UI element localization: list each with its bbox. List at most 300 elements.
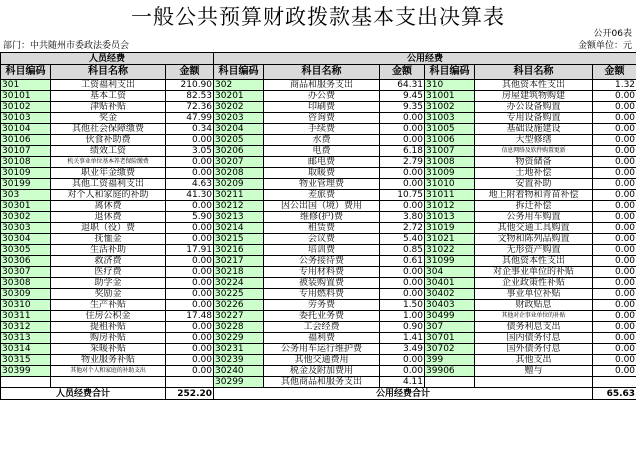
table-row — [1, 311, 636, 322]
row-amount: 0.00 — [593, 256, 636, 267]
row-code: 30309 — [1, 289, 51, 300]
row-name: 住房公积金 — [51, 311, 166, 322]
section-public: 公用经费 — [214, 53, 636, 65]
row-name: 培训费 — [264, 245, 380, 256]
row-amount: 0.00 — [380, 355, 425, 366]
row-code: 30301 — [1, 201, 51, 212]
row-amount: 0.00 — [380, 289, 425, 300]
row-amount: 0.00 — [380, 135, 425, 146]
row-name: 劳务费 — [264, 300, 380, 311]
row-amount: 0.00 — [380, 366, 425, 377]
row-amount: 0.00 — [593, 344, 636, 355]
row-amount: 0.00 — [593, 135, 636, 146]
row-name: 其他商品和服务支出 — [264, 377, 380, 388]
table-row — [1, 124, 636, 135]
row-amount: 0.00 — [593, 102, 636, 113]
table-row — [1, 168, 636, 179]
row-amount: 0.00 — [380, 124, 425, 135]
row-amount: 1.32 — [593, 80, 636, 91]
row-name: 国内债务付息 — [475, 333, 593, 344]
row-name: 伙食补助费 — [51, 135, 166, 146]
row-name: 差旅费 — [264, 190, 380, 201]
row-amount: 2.72 — [380, 223, 425, 234]
row-amount: 0.00 — [593, 245, 636, 256]
row-name: 国外债务付息 — [475, 344, 593, 355]
row-code: 30314 — [1, 344, 51, 355]
row-amount: 0.00 — [380, 113, 425, 124]
row-code: 31013 — [425, 212, 475, 223]
row-amount: 6.18 — [380, 146, 425, 157]
row-code: 30303 — [1, 223, 51, 234]
table-row — [1, 245, 636, 256]
row-name: 其他工资福利支出 — [51, 179, 166, 190]
row-code: 30106 — [1, 135, 51, 146]
table-row — [1, 256, 636, 267]
row-amount: 0.00 — [593, 124, 636, 135]
row-name: 专用材料费 — [264, 267, 380, 278]
row-amount: 0.00 — [593, 300, 636, 311]
row-name: 房屋建筑物购建 — [475, 91, 593, 102]
row-amount: 0.00 — [166, 300, 214, 311]
table-row — [1, 300, 636, 311]
row-amount: 10.75 — [380, 190, 425, 201]
row-amount: 0.00 — [166, 135, 214, 146]
row-code: 30109 — [1, 168, 51, 179]
table-row — [1, 146, 636, 157]
row-name: 印刷费 — [264, 102, 380, 113]
row-code: 31002 — [425, 102, 475, 113]
row-amount: 0.00 — [593, 190, 636, 201]
row-code: 30399 — [1, 366, 51, 377]
table-row — [1, 344, 636, 355]
row-code: 307 — [425, 322, 475, 333]
row-code: 30108 — [1, 157, 51, 168]
row-name: 奖金 — [51, 113, 166, 124]
row-code: 30310 — [1, 300, 51, 311]
section-personnel: 人员经费 — [1, 53, 214, 65]
row-amount: 0.34 — [166, 124, 214, 135]
column-header-row — [1, 65, 636, 80]
row-name: 文物和陈列品购置 — [475, 234, 593, 245]
row-code: 30239 — [214, 355, 264, 366]
row-amount: 0.00 — [593, 267, 636, 278]
row-code: 30227 — [214, 311, 264, 322]
row-code: 30215 — [214, 234, 264, 245]
row-name: 咨询费 — [264, 113, 380, 124]
row-amount: 0.00 — [593, 234, 636, 245]
row-code: 30107 — [1, 146, 51, 157]
row-code: 30207 — [214, 157, 264, 168]
col-header-code: 科目编码 — [425, 65, 475, 80]
row-name: 专用燃料费 — [264, 289, 380, 300]
row-code: 31009 — [425, 168, 475, 179]
row-name: 基础设施建设 — [475, 124, 593, 135]
row-name: 安置补助 — [475, 179, 593, 190]
row-name: 离休费 — [51, 201, 166, 212]
row-name: 取暖费 — [264, 168, 380, 179]
row-name: 维修(护)费 — [264, 212, 380, 223]
row-amount: 0.00 — [380, 278, 425, 289]
totals-row — [1, 388, 636, 400]
row-amount: 0.00 — [593, 212, 636, 223]
row-amount: 9.45 — [380, 91, 425, 102]
row-code: 30226 — [214, 300, 264, 311]
row-name: 购房补贴 — [51, 333, 166, 344]
row-code: 31007 — [425, 146, 475, 157]
row-code: 30224 — [214, 278, 264, 289]
row-code: 30104 — [1, 124, 51, 135]
row-amount: 0.00 — [166, 267, 214, 278]
row-code: 30308 — [1, 278, 51, 289]
table-row — [1, 267, 636, 278]
row-amount: 0.00 — [593, 146, 636, 157]
col-header-name: 科目名称 — [51, 65, 166, 80]
row-code: 31010 — [425, 179, 475, 190]
col-header-code: 科目编码 — [214, 65, 264, 80]
row-name: 其他对个人和家庭的补助支出 — [51, 366, 166, 377]
row-amount: 0.00 — [380, 201, 425, 212]
row-code: 31011 — [425, 190, 475, 201]
row-code: 30102 — [1, 102, 51, 113]
row-amount: 0.00 — [166, 256, 214, 267]
public-total-label: 公用经费合计 — [214, 388, 593, 400]
row-code: 30212 — [214, 201, 264, 212]
row-name: 信息网络及软件购置更新 — [475, 146, 593, 157]
row-code: 31006 — [425, 135, 475, 146]
row-amount — [166, 377, 214, 388]
row-name: 办公设备购置 — [475, 102, 593, 113]
row-name: 公务接待费 — [264, 256, 380, 267]
row-amount: 0.00 — [593, 333, 636, 344]
row-code: 30302 — [1, 212, 51, 223]
row-name: 土地补偿 — [475, 168, 593, 179]
col-header-amount: 金额 — [166, 65, 214, 80]
row-name: 奖励金 — [51, 289, 166, 300]
row-name: 债务利息支出 — [475, 322, 593, 333]
row-code: 31021 — [425, 234, 475, 245]
row-code: 31022 — [425, 245, 475, 256]
table-row — [1, 377, 636, 388]
row-name: 津贴补贴 — [51, 102, 166, 113]
row-amount: 1.00 — [380, 311, 425, 322]
row-name: 抚恤金 — [51, 234, 166, 245]
row-amount: 0.00 — [593, 289, 636, 300]
row-amount: 0.00 — [593, 311, 636, 322]
col-header-name: 科目名称 — [264, 65, 380, 80]
row-amount: 4.63 — [166, 179, 214, 190]
row-code: 31099 — [425, 256, 475, 267]
row-name: 物业服务补贴 — [51, 355, 166, 366]
row-amount: 41.30 — [166, 190, 214, 201]
row-amount: 0.00 — [593, 157, 636, 168]
row-code: 30204 — [214, 124, 264, 135]
row-amount: 0.00 — [166, 234, 214, 245]
row-code: 30313 — [1, 333, 51, 344]
col-header-amount: 金额 — [593, 65, 636, 80]
row-amount: 1.41 — [380, 333, 425, 344]
row-code: 30208 — [214, 168, 264, 179]
row-code — [425, 377, 475, 388]
row-name: 其他支出 — [475, 355, 593, 366]
row-name: 租赁费 — [264, 223, 380, 234]
row-name: 企业政策性补贴 — [475, 278, 593, 289]
row-code: 31008 — [425, 157, 475, 168]
row-name: 电费 — [264, 146, 380, 157]
row-code: 30211 — [214, 190, 264, 201]
row-code: 303 — [1, 190, 51, 201]
row-amount: 17.48 — [166, 311, 214, 322]
row-amount: 0.00 — [380, 179, 425, 190]
row-name: 物业管理费 — [264, 179, 380, 190]
row-name: 物资储备 — [475, 157, 593, 168]
row-code: 30214 — [214, 223, 264, 234]
row-name: 邮电费 — [264, 157, 380, 168]
row-name: 生产补贴 — [51, 300, 166, 311]
public-total-amount: 65.63 — [593, 388, 636, 400]
row-amount: 0.00 — [380, 267, 425, 278]
row-code: 30205 — [214, 135, 264, 146]
expenditure-table — [0, 52, 636, 400]
row-amount: 0.00 — [593, 322, 636, 333]
row-code — [1, 377, 51, 388]
row-name: 其他交通工具购置 — [475, 223, 593, 234]
row-code: 30240 — [214, 366, 264, 377]
row-code: 30228 — [214, 322, 264, 333]
row-code: 310 — [425, 80, 475, 91]
row-name: 商品和服务支出 — [264, 80, 380, 91]
row-name: 其他交通费用 — [264, 355, 380, 366]
row-name: 大型修缮 — [475, 135, 593, 146]
department-label: 部门：中共随州市委政法委员会 — [3, 41, 130, 51]
row-code: 30315 — [1, 355, 51, 366]
row-code: 30216 — [214, 245, 264, 256]
row-code: 30199 — [1, 179, 51, 190]
row-name: 工会经费 — [264, 322, 380, 333]
row-amount: 210.90 — [166, 80, 214, 91]
row-name: 其他对企事业单位的补贴 — [475, 311, 593, 322]
row-name — [475, 377, 593, 388]
row-amount: 0.00 — [380, 168, 425, 179]
row-code: 30225 — [214, 289, 264, 300]
row-amount: 0.90 — [380, 322, 425, 333]
row-name: 工资福利支出 — [51, 80, 166, 91]
row-code: 31001 — [425, 91, 475, 102]
row-amount: 0.00 — [593, 168, 636, 179]
row-name: 办公费 — [264, 91, 380, 102]
row-name: 拆迁补偿 — [475, 201, 593, 212]
row-amount: 17.91 — [166, 245, 214, 256]
row-amount: 0.00 — [166, 278, 214, 289]
row-code: 31019 — [425, 223, 475, 234]
row-name: 委托业务费 — [264, 311, 380, 322]
row-code: 30701 — [425, 333, 475, 344]
row-name: 绩效工资 — [51, 146, 166, 157]
row-amount: 0.00 — [166, 223, 214, 234]
row-name: 其他资本性支出 — [475, 256, 593, 267]
row-code: 30499 — [425, 311, 475, 322]
row-code: 30306 — [1, 256, 51, 267]
table-row — [1, 91, 636, 102]
row-amount: 9.35 — [380, 102, 425, 113]
row-amount: 0.00 — [166, 289, 214, 300]
row-amount: 0.00 — [166, 201, 214, 212]
row-amount: 0.00 — [166, 344, 214, 355]
row-name: 手续费 — [264, 124, 380, 135]
row-amount: 4.11 — [380, 377, 425, 388]
row-name: 助学金 — [51, 278, 166, 289]
table-row — [1, 135, 636, 146]
row-name: 公务用车运行维护费 — [264, 344, 380, 355]
row-amount: 47.99 — [166, 113, 214, 124]
unit-label: 金额单位：元 — [577, 41, 632, 51]
row-code: 30304 — [1, 234, 51, 245]
table-row — [1, 366, 636, 377]
row-name: 无形资产购置 — [475, 245, 593, 256]
row-amount: 5.40 — [380, 234, 425, 245]
row-amount: 0.00 — [166, 322, 214, 333]
row-amount: 3.05 — [166, 146, 214, 157]
row-amount: 0.00 — [593, 113, 636, 124]
row-amount — [593, 377, 636, 388]
row-code: 30202 — [214, 102, 264, 113]
row-amount: 0.00 — [593, 355, 636, 366]
table-row — [1, 201, 636, 212]
row-name: 财政贴息 — [475, 300, 593, 311]
row-code: 31005 — [425, 124, 475, 135]
row-name: 专用设备购置 — [475, 113, 593, 124]
row-amount: 0.61 — [380, 256, 425, 267]
row-name: 机关事业单位基本养老保险缴费 — [51, 157, 166, 168]
row-amount: 0.00 — [593, 366, 636, 377]
table-row — [1, 80, 636, 91]
row-code: 30209 — [214, 179, 264, 190]
row-name: 其他社会保障缴费 — [51, 124, 166, 135]
row-name: 公务用车购置 — [475, 212, 593, 223]
row-name: 退职（役）费 — [51, 223, 166, 234]
row-code: 30401 — [425, 278, 475, 289]
col-header-name: 科目名称 — [475, 65, 593, 80]
row-name: 医疗费 — [51, 267, 166, 278]
row-name: 救济费 — [51, 256, 166, 267]
table-row — [1, 333, 636, 344]
row-code: 30218 — [214, 267, 264, 278]
row-name: 职业年金缴费 — [51, 168, 166, 179]
row-amount: 82.53 — [166, 91, 214, 102]
row-amount: 0.00 — [593, 201, 636, 212]
row-name: 对个人和家庭的补助 — [51, 190, 166, 201]
row-code: 30311 — [1, 311, 51, 322]
page-title: 一般公共预算财政拨款基本支出决算表 — [131, 5, 505, 29]
section-header-row — [1, 53, 636, 65]
row-code: 30299 — [214, 377, 264, 388]
row-code: 30307 — [1, 267, 51, 278]
row-code: 30103 — [1, 113, 51, 124]
table-row — [1, 322, 636, 333]
row-code: 30403 — [425, 300, 475, 311]
table-row — [1, 278, 636, 289]
row-code: 30203 — [214, 113, 264, 124]
row-code: 302 — [214, 80, 264, 91]
row-name: 地上附着物和青苗补偿 — [475, 190, 593, 201]
row-code: 304 — [425, 267, 475, 278]
personnel-total-amount: 252.20 — [166, 388, 214, 400]
row-amount: 0.00 — [166, 333, 214, 344]
row-amount: 0.00 — [593, 223, 636, 234]
table-row — [1, 234, 636, 245]
row-name: 退休费 — [51, 212, 166, 223]
table-row — [1, 355, 636, 366]
row-name: 会议费 — [264, 234, 380, 245]
row-name: 提租补贴 — [51, 322, 166, 333]
row-code: 399 — [425, 355, 475, 366]
row-name: 其他资本性支出 — [475, 80, 593, 91]
row-amount: 0.00 — [166, 355, 214, 366]
row-name: 基本工资 — [51, 91, 166, 102]
personnel-total-label: 人员经费合计 — [1, 388, 166, 400]
row-amount: 1.50 — [380, 300, 425, 311]
row-name — [51, 377, 166, 388]
row-name: 福利费 — [264, 333, 380, 344]
row-code: 30213 — [214, 212, 264, 223]
row-code: 30312 — [1, 322, 51, 333]
row-code: 30201 — [214, 91, 264, 102]
row-name: 赠与 — [475, 366, 593, 377]
row-code: 30402 — [425, 289, 475, 300]
row-code: 31003 — [425, 113, 475, 124]
row-amount: 0.00 — [166, 366, 214, 377]
row-amount: 0.85 — [380, 245, 425, 256]
row-code: 30217 — [214, 256, 264, 267]
form-number: 公开06表 — [593, 29, 632, 39]
row-amount: 0.00 — [593, 179, 636, 190]
row-amount: 3.49 — [380, 344, 425, 355]
row-code: 30229 — [214, 333, 264, 344]
table-row — [1, 179, 636, 190]
table-row — [1, 102, 636, 113]
row-name: 生活补助 — [51, 245, 166, 256]
row-name: 被装购置费 — [264, 278, 380, 289]
row-code: 30702 — [425, 344, 475, 355]
row-name: 税金及附加费用 — [264, 366, 380, 377]
table-row — [1, 190, 636, 201]
row-amount: 0.00 — [593, 278, 636, 289]
table-row — [1, 212, 636, 223]
row-code: 30231 — [214, 344, 264, 355]
row-code: 30206 — [214, 146, 264, 157]
table-row — [1, 289, 636, 300]
table-row — [1, 113, 636, 124]
row-amount: 0.00 — [593, 91, 636, 102]
row-name: 采暖补贴 — [51, 344, 166, 355]
table-row — [1, 157, 636, 168]
row-amount: 0.00 — [166, 157, 214, 168]
table-row — [1, 223, 636, 234]
row-name: 事业单位补贴 — [475, 289, 593, 300]
row-code: 30305 — [1, 245, 51, 256]
row-amount: 5.90 — [166, 212, 214, 223]
row-amount: 2.79 — [380, 157, 425, 168]
row-amount: 0.00 — [166, 168, 214, 179]
row-name: 因公出国（境）费用 — [264, 201, 380, 212]
row-amount: 64.31 — [380, 80, 425, 91]
row-amount: 3.80 — [380, 212, 425, 223]
row-code: 39906 — [425, 366, 475, 377]
row-amount: 72.36 — [166, 102, 214, 113]
row-name: 水费 — [264, 135, 380, 146]
col-header-code: 科目编码 — [1, 65, 51, 80]
row-code: 301 — [1, 80, 51, 91]
row-code: 31012 — [425, 201, 475, 212]
